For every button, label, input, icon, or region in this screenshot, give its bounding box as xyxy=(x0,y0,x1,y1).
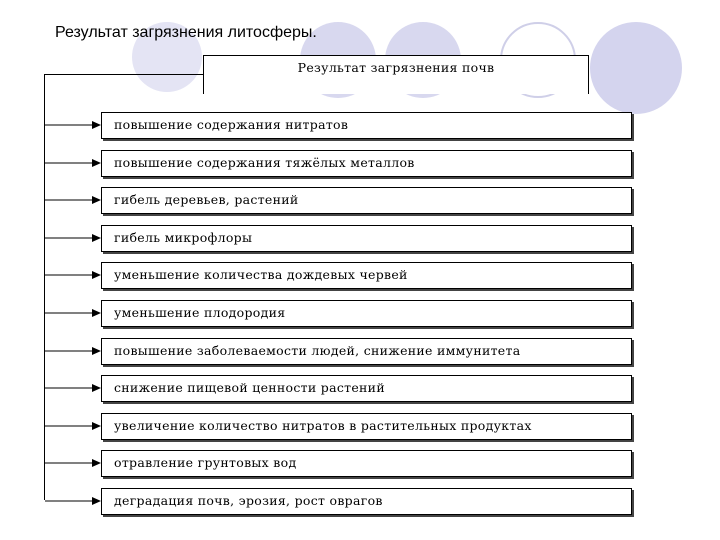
effect-item-label: повышение содержания тяжёлых металлов xyxy=(114,155,415,170)
effect-item xyxy=(101,225,632,252)
arrowhead-icon xyxy=(92,159,101,167)
arrowhead-icon xyxy=(92,497,101,505)
arrowhead-icon xyxy=(92,459,101,467)
connector-arrow xyxy=(45,308,101,318)
effect-item-label: деградация почв, эрозия, рост оврагов xyxy=(114,493,383,508)
root-box xyxy=(203,55,589,94)
effect-item xyxy=(101,112,632,139)
root-label: Результат загрязнения почв xyxy=(297,60,495,75)
effect-item xyxy=(101,300,632,327)
effect-item xyxy=(101,488,632,515)
arrowhead-icon xyxy=(92,271,101,279)
connector-top xyxy=(44,74,203,75)
connector-arrow xyxy=(45,421,101,431)
arrowhead-icon xyxy=(92,234,101,242)
effect-item-label: снижение пищевой ценности растений xyxy=(114,380,385,395)
effect-item xyxy=(101,150,632,177)
connector-arrow xyxy=(45,233,101,243)
arrowhead-icon xyxy=(92,347,101,355)
effect-item xyxy=(101,338,632,365)
effect-item-label: повышение заболеваемости людей, снижение иммунитета xyxy=(114,343,521,358)
arrowhead-icon xyxy=(92,422,101,430)
connector-arrow xyxy=(45,458,101,468)
effect-item xyxy=(101,187,632,214)
connector-arrow xyxy=(45,383,101,393)
connector-arrow xyxy=(45,120,101,130)
connector-arrow xyxy=(45,195,101,205)
connector-arrow xyxy=(45,346,101,356)
effect-item-label: гибель деревьев, растений xyxy=(114,192,299,207)
effect-item xyxy=(101,450,632,477)
effect-item xyxy=(101,262,632,289)
effect-item-label: повышение содержания нитратов xyxy=(114,117,349,132)
arrowhead-icon xyxy=(92,121,101,129)
effect-item-label: гибель микрофлоры xyxy=(114,230,253,245)
slide-title: Результат загрязнения литосферы. xyxy=(55,24,317,41)
effect-item-label: уменьшение количества дождевых червей xyxy=(114,267,408,282)
decor-circle-4 xyxy=(590,22,682,114)
effect-item-label: увеличение количество нитратов в растительных продуктах xyxy=(114,418,532,433)
effect-item-label: уменьшение плодородия xyxy=(114,305,286,320)
effect-item xyxy=(101,413,632,440)
connector-arrow xyxy=(45,270,101,280)
connector-trunk xyxy=(44,74,45,500)
effect-item-label: отравление грунтовых вод xyxy=(114,455,297,470)
connector-arrow xyxy=(45,496,101,506)
arrowhead-icon xyxy=(92,196,101,204)
effect-item xyxy=(101,375,632,402)
connector-arrow xyxy=(45,158,101,168)
arrowhead-icon xyxy=(92,384,101,392)
arrowhead-icon xyxy=(92,309,101,317)
